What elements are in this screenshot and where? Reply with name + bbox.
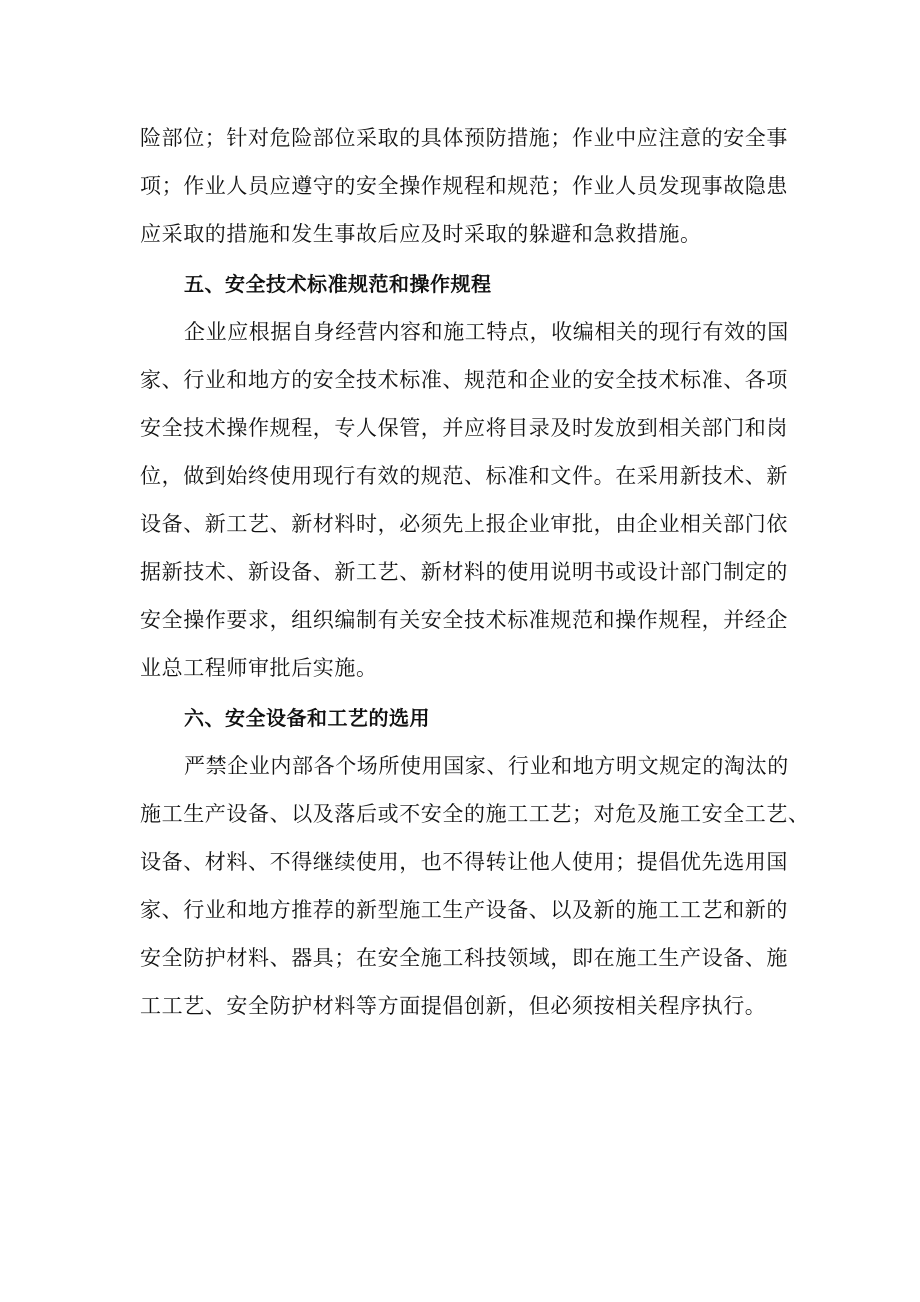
paragraph-line: 设备、新工艺、新材料时，必须先上报企业审批，由企业相关部门依 bbox=[140, 512, 788, 536]
paragraph-line: 项；作业人员应遵守的安全操作规程和规范；作业人员发现事故隐患 bbox=[140, 174, 788, 198]
paragraph-line: 安全技术操作规程，专人保管，并应将目录及时发放到相关部门和岗 bbox=[140, 416, 788, 440]
paragraph-line: 设备、材料、不得继续使用，也不得转让他人使用；提倡优先选用国 bbox=[140, 850, 788, 874]
section-heading-6: 六、安全设备和工艺的选用 bbox=[184, 706, 430, 730]
paragraph-line: 企业应根据自身经营内容和施工特点，收编相关的现行有效的国 bbox=[184, 320, 789, 344]
paragraph-line: 家、行业和地方的安全技术标准、规范和企业的安全技术标准、各项 bbox=[140, 368, 788, 392]
paragraph-line: 家、行业和地方推荐的新型施工生产设备、以及新的施工工艺和新的 bbox=[140, 898, 788, 922]
paragraph-line: 据新技术、新设备、新工艺、新材料的使用说明书或设计部门制定的 bbox=[140, 560, 788, 584]
paragraph-line: 应采取的措施和发生事故后应及时采取的躲避和急救措施。 bbox=[140, 222, 702, 246]
paragraph-line: 施工生产设备、以及落后或不安全的施工工艺；对危及施工安全工艺、 bbox=[140, 802, 810, 826]
paragraph-line: 工工艺、安全防护材料等方面提倡创新，但必须按相关程序执行。 bbox=[140, 994, 767, 1018]
paragraph-line: 严禁企业内部各个场所使用国家、行业和地方明文规定的淘汰的 bbox=[184, 754, 789, 778]
paragraph-line: 安全操作要求，组织编制有关安全技术标准规范和操作规程，并经企 bbox=[140, 608, 788, 632]
paragraph-line: 险部位；针对危险部位采取的具体预防措施；作业中应注意的安全事 bbox=[140, 126, 788, 150]
paragraph-line: 位，做到始终使用现行有效的规范、标准和文件。在采用新技术、新 bbox=[140, 464, 788, 488]
paragraph-line: 安全防护材料、器具；在安全施工科技领域，即在施工生产设备、施 bbox=[140, 946, 788, 970]
section-heading-5: 五、安全技术标准规范和操作规程 bbox=[184, 272, 492, 296]
paragraph-line: 业总工程师审批后实施。 bbox=[140, 656, 378, 680]
